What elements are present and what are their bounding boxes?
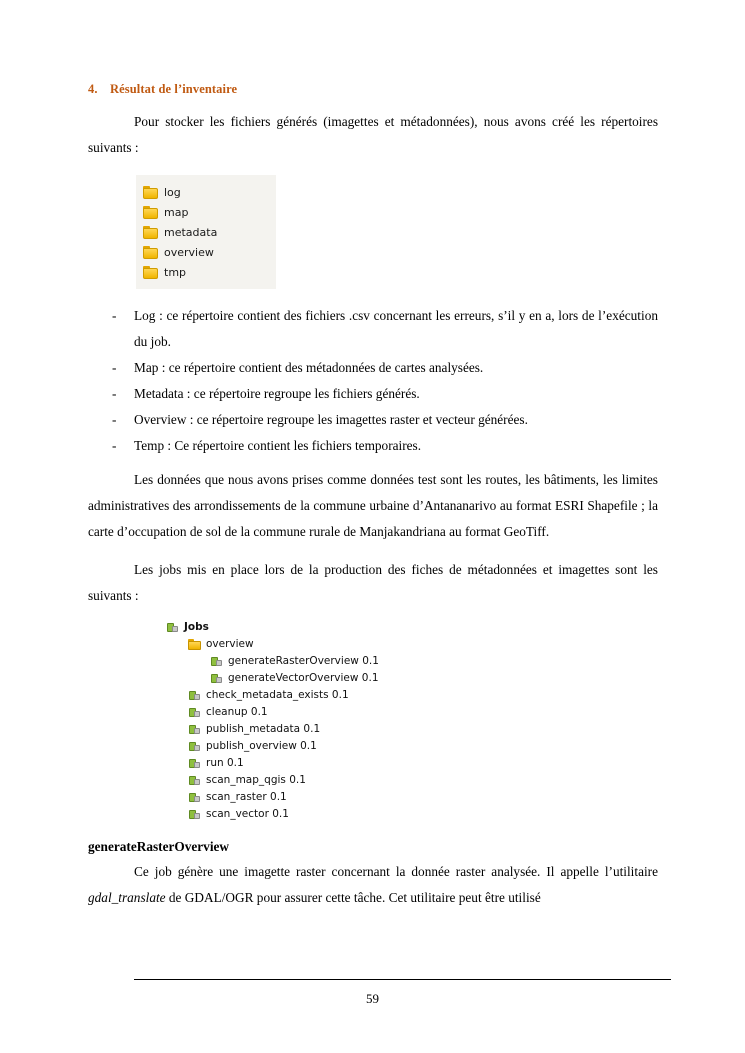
intro-paragraph: Pour stocker les fichiers générés (imagettes et métadonnées), nous avons créé les répertoires suivants : [88,114,658,155]
folder-item [143,222,271,242]
list-item [88,407,658,433]
paragraph-jobs: Les jobs mis en place lors de la production des fiches de métadonnées et imagettes sont les suivants : [88,562,658,603]
footer-divider [134,979,671,980]
list-dash: - [112,308,117,323]
list-item [88,355,658,381]
list-item-text: Metadata : ce répertoire regroupe les fichiers générés. [134,386,420,401]
job-icon [166,621,179,634]
jobs-tree-node-label: publish_metadata 0.1 [206,723,321,735]
list-dash: - [112,360,117,375]
job-icon [188,689,201,702]
job-icon [210,672,223,685]
job-icon [210,655,223,668]
jobs-tree-node-label: check_metadata_exists 0.1 [206,689,349,701]
jobs-tree-node [166,755,658,772]
folder-open-icon [188,638,201,651]
jobs-tree-node-label: scan_vector 0.1 [206,808,289,820]
list-item [88,303,658,355]
page-number: 59 [366,991,379,1006]
list-item-text: Overview : ce répertoire regroupe les imagettes raster et vecteur générées. [134,412,528,427]
paragraph-data: Les données que nous avons prises comme données test sont les routes, les bâtiments, les limites administratives des arrondissements de la commune urbaine d’Antananarivo au format ESRI Shapefile ; la carte d’occupation de sol de la commune rurale de Manjakandriana au format GeoTiff. [88,472,658,539]
subsection-paragraph-italic: gdal_translate [88,890,166,905]
section-heading [88,82,658,97]
job-icon [188,740,201,753]
folder-icon [143,246,158,259]
folder-icon [143,206,158,219]
jobs-tree-node [166,806,658,823]
folder-listing [136,175,276,289]
jobs-tree-node-label: scan_map_qgis 0.1 [206,774,306,786]
jobs-tree-node [166,772,658,789]
folder-icon [143,226,158,239]
subsection-paragraph-part1: Ce job génère une imagette raster concernant la donnée raster analysée. Il appelle l’utilitaire [134,864,658,879]
folder-description-list [88,303,658,459]
folder-item-label: map [164,205,189,219]
jobs-tree-node-label: generateRasterOverview 0.1 [228,655,379,667]
jobs-tree-node [166,721,658,738]
job-icon [188,757,201,770]
jobs-tree-node [166,687,658,704]
jobs-tree-node-label: generateVectorOverview 0.1 [228,672,379,684]
jobs-tree-node [166,653,658,670]
jobs-tree-root [166,619,658,636]
folder-item [143,262,271,282]
jobs-tree-node [166,636,658,653]
jobs-tree-node-label: run 0.1 [206,757,244,769]
jobs-tree-node [166,789,658,806]
jobs-tree-node [166,670,658,687]
folder-item [143,202,271,222]
list-item-text: Temp : Ce répertoire contient les fichiers temporaires. [134,438,422,453]
jobs-tree [166,619,658,823]
list-dash: - [112,386,117,401]
folder-item [143,182,271,202]
list-item [88,433,658,459]
jobs-tree-node-label: publish_overview 0.1 [206,740,317,752]
job-icon [188,706,201,719]
jobs-tree-root-label: Jobs [184,621,209,633]
jobs-tree-node-label: cleanup 0.1 [206,706,268,718]
section-title: Résultat de l’inventaire [110,82,238,96]
folder-item-label: overview [164,245,214,259]
folder-icon [143,186,158,199]
subsection-title: generateRasterOverview [88,839,230,854]
list-dash: - [112,438,117,453]
list-item-text: Log : ce répertoire contient des fichiers .csv concernant les erreurs, s’il y en a, lors de l’exécution du job. [134,308,658,349]
folder-item-label: tmp [164,265,187,279]
folder-item [143,242,271,262]
section-number: 4. [88,82,98,96]
folder-item-label: log [164,185,181,199]
list-item [88,381,658,407]
job-icon [188,808,201,821]
job-icon [188,774,201,787]
job-icon [188,723,201,736]
folder-icon [143,266,158,279]
subsection-paragraph-part2: de GDAL/OGR pour assurer cette tâche. Cet utilitaire peut être utilisé [165,890,541,905]
subsection-paragraph [88,859,658,911]
jobs-tree-node-label: scan_raster 0.1 [206,791,287,803]
job-icon [188,791,201,804]
jobs-tree-node-label: overview [206,638,254,650]
folder-item-label: metadata [164,225,218,239]
jobs-tree-node [166,738,658,755]
list-dash: - [112,412,117,427]
jobs-tree-node [166,704,658,721]
list-item-text: Map : ce répertoire contient des métadonnées de cartes analysées. [134,360,484,375]
page-content [88,82,658,915]
